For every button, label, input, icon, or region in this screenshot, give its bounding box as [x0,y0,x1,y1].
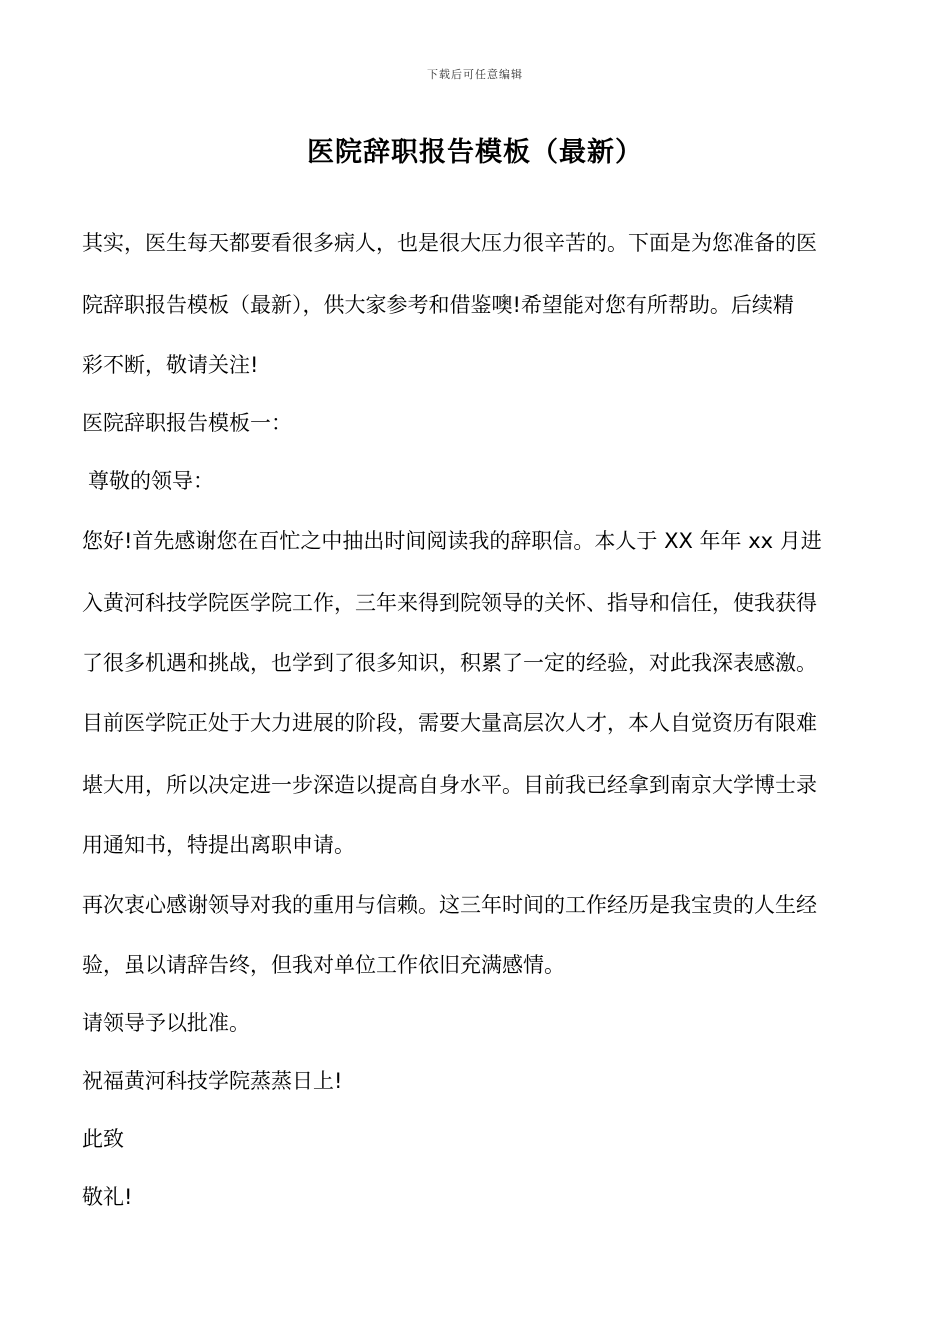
intro-line-3: 彩不断，敬请关注! [82,353,259,377]
paragraph-1-line-1: 您好!首先感谢您在百忙之中抽出时间阅读我的辞职信。本人于 XX 年年 xx 月进 [82,529,822,553]
paragraph-3 [82,874,874,994]
paragraph-1 [82,510,874,692]
paragraph-1-line-3: 了很多机遇和挑战，也学到了很多知识，积累了一定的经验，对此我深表感激。 [82,651,817,675]
salutation: 尊敬的领导： [88,469,214,493]
wish-line: 祝福黄河科技学院蒸蒸日上! [82,1069,343,1093]
paragraph-3-line-2: 验，虽以请辞告终，但我对单位工作依旧充满感情。 [82,953,565,977]
paragraph-3-line-1: 再次衷心感谢领导对我的重用与信赖。这三年时间的工作经历是我宝贵的人生经 [82,893,817,917]
paragraph-2-line-1: 目前医学院正处于大力进展的阶段，需要大量高层次人才，本人自觉资历有限难 [82,711,817,735]
intro-line-2: 院辞职报告模板（最新），供大家参考和借鉴噢!希望能对您有所帮助。后续精 [82,293,794,317]
closing-line-2: 敬礼! [82,1185,133,1209]
paragraph-2 [82,692,874,874]
intro-line-1: 其实，医生每天都要看很多病人，也是很大压力很辛苦的。下面是为您准备的医 [82,231,817,255]
document-body [82,212,874,1226]
paragraph-1-line-2: 入黄河科技学院医学院工作，三年来得到院领导的关怀、指导和信任，使我获得 [82,591,817,615]
paragraph-2-line-3: 用通知书，特提出离职申请。 [82,833,355,857]
header-note: 下载后可任意编辑 [427,68,523,81]
request-line: 请领导予以批准。 [82,1011,250,1035]
intro-paragraph [82,212,874,394]
section-heading: 医院辞职报告模板一： [82,411,292,435]
closing-line-1: 此致 [82,1127,124,1151]
document-title: 医院辞职报告模板（最新） [307,137,643,168]
paragraph-2-line-2: 堪大用，所以决定进一步深造以提高自身水平。目前我已经拿到南京大学博士录 [82,773,817,797]
